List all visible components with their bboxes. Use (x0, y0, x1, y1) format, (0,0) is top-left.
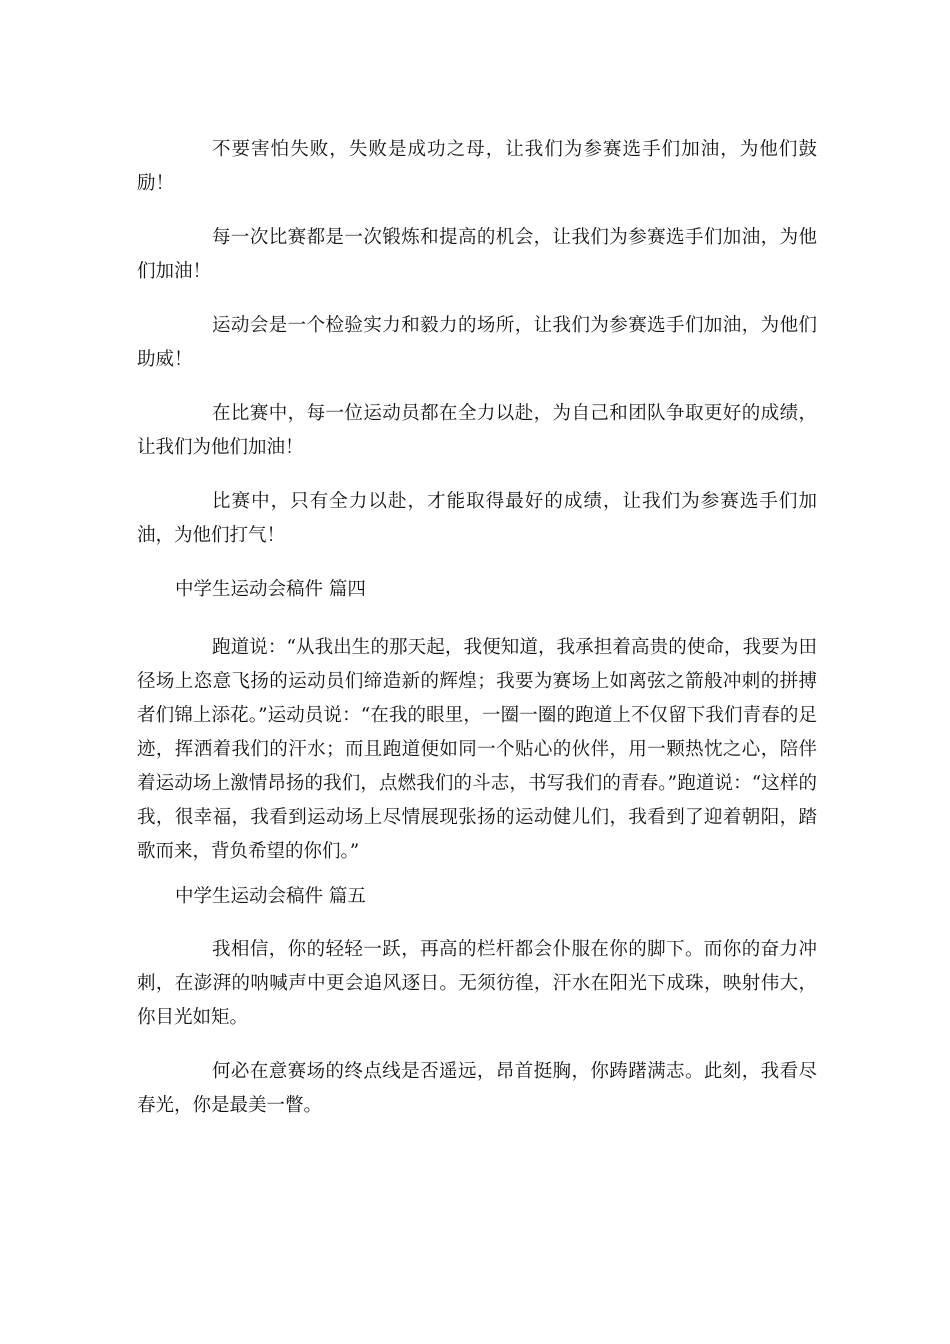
paragraph-finish-line: 何必在意赛场的终点线是否遥远，昂首挺胸，你踌躇满志。此刻，我看尽春光，你是最美一瞥。 (137, 1061, 817, 1116)
paragraph-believe: 我相信，你的轻轻一跃，再高的栏杆都会仆服在你的脚下。而你的奋力冲刺，在澎湃的呐喊声中更会追风逐日。无须彷徨，汗水在阳光下成珠，映射伟大，你目光如矩。 (137, 939, 817, 1028)
paragraph-cheer-best: 比赛中，只有全力以赴，才能取得最好的成绩，让我们为参赛选手们加油，为他们打气！ (137, 491, 817, 546)
section-heading-4: 中学生运动会稿件 篇四 (175, 579, 366, 600)
paragraph-cheer-opportunity: 每一次比赛都是一次锻炼和提高的机会，让我们为参赛选手们加油，为他们加油！ (137, 227, 817, 282)
paragraph-track-dialogue: 跑道说：“从我出生的那天起，我便知道，我承担着高贵的使命，我要为田径场上恣意飞扬的运动员们缔造新的辉煌；我要为赛场上如离弦之箭般冲刺的拼搏者们锦上添花。”运动员说：“在我的眼里，一圈一圈的跑道上不仅留下我们青春的足迹，挥洒着我们的汗水；而且跑道便如同一个贴心的伙伴，用一颗热忱之心，陪伴着运动场上激情昂扬的我们，点燃我们的斗志，书写我们的青春。”跑道说：“这样的我，很幸福，我看到运动场上尽情展现张扬的运动健儿们，我看到了迎着朝阳，踏歌而来，背负希望的你们。” (137, 637, 817, 862)
paragraph-cheer-failure: 不要害怕失败，失败是成功之母，让我们为参赛选手们加油，为他们鼓励！ (137, 139, 817, 194)
section-heading-5: 中学生运动会稿件 篇五 (175, 886, 366, 907)
paragraph-cheer-effort: 在比赛中，每一位运动员都在全力以赴，为自己和团队争取更好的成绩，让我们为他们加油！ (137, 403, 817, 458)
paragraph-cheer-venue: 运动会是一个检验实力和毅力的场所，让我们为参赛选手们加油，为他们助威！ (137, 315, 817, 370)
